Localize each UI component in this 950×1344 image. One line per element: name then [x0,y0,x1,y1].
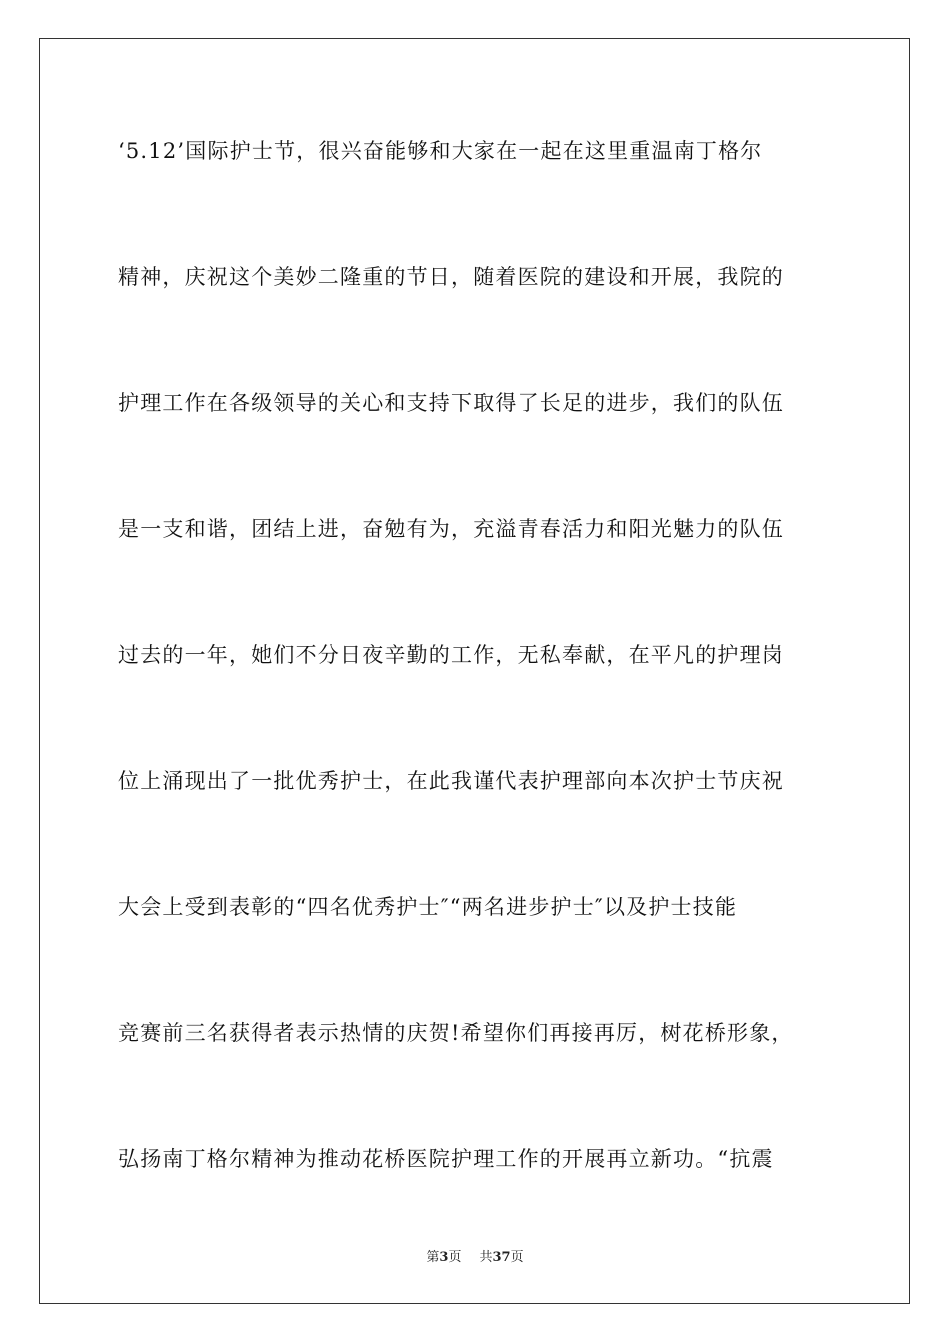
text-line-4: 是一支和谐，团结上进，奋勉有为，充溢青春活力和阳光魅力的队伍 [118,517,784,541]
page-footer [0,1246,950,1265]
total-pages: 37 [492,1250,511,1265]
text-line-5: 过去的一年，她们不分日夜辛勤的工作，无私奉献，在平凡的护理岗 [118,643,784,667]
text-line-3: 护理工作在各级领导的关心和支持下取得了长足的进步，我们的队伍 [118,391,784,415]
text-line-7: 大会上受到表彰的“四名优秀护士″“两名进步护士″以及护士技能 [118,895,738,919]
text-line-8: 竞赛前三名获得者表示热情的庆贺!希望你们再接再厉，树花桥形象， [118,1021,794,1045]
total-prefix: 共 [479,1250,493,1265]
text-line-2: 精神，庆祝这个美妙二隆重的节日，随着医院的建设和开展，我院的 [118,265,784,289]
page-number: 3 [439,1250,449,1265]
page-suffix: 页 [448,1250,462,1265]
text-line-6: 位上涌现出了一批优秀护士，在此我谨代表护理部向本次护士节庆祝 [118,769,784,793]
total-suffix: 页 [510,1250,524,1265]
page-prefix: 第 [426,1250,440,1265]
text-line-9: 弘扬南丁格尔精神为推动花桥医院护理工作的开展再立新功。“抗震 [118,1147,774,1171]
document-body [118,128,838,1262]
text-line-1: ‘5.12’国际护士节，很兴奋能够和大家在一起在这里重温南丁格尔 [118,139,763,163]
